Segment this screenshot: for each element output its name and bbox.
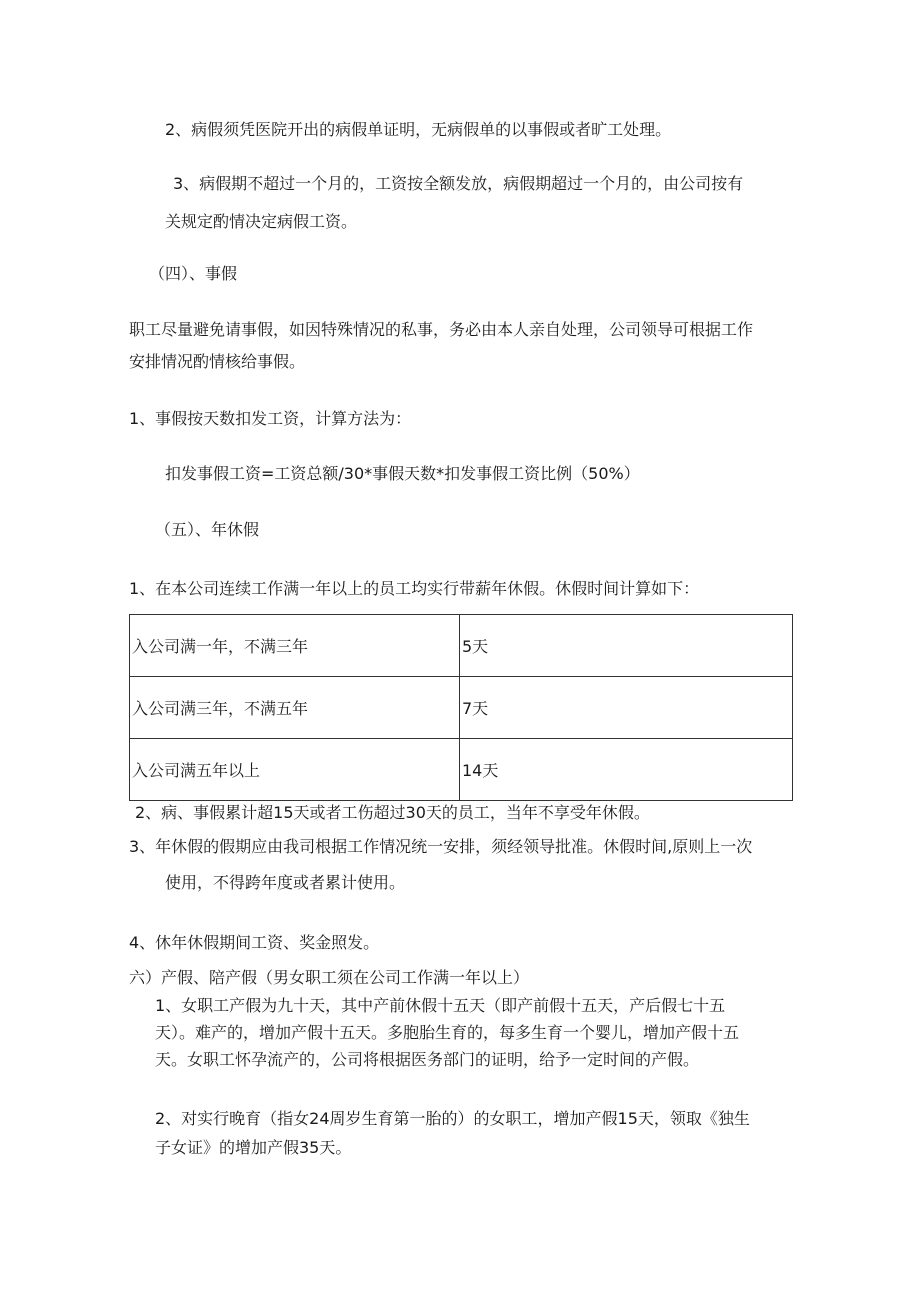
- maternity-leave-item-1-line-2: 天）。难产的，增加产假十五天。多胞胎生育的，每多生育一个婴儿，增加产假十五: [155, 1023, 740, 1042]
- table-cell-days: 7天: [460, 677, 793, 739]
- maternity-leave-item-2-line-1: 2、对实行晚育（指女24周岁生育第一胎的）的女职工，增加产假15天，领取《独生: [155, 1109, 750, 1128]
- table-cell-days: 5天: [460, 615, 793, 677]
- sick-leave-item-3-line-2: 关规定酌情决定病假工资。: [165, 212, 358, 231]
- table-cell-condition: 入公司满五年以上: [130, 739, 460, 801]
- annual-leave-heading: （五）、年休假: [155, 520, 260, 539]
- table-cell-days: 14天: [460, 739, 793, 801]
- personal-leave-heading: （四）、事假: [149, 264, 238, 283]
- table-row: [130, 615, 793, 677]
- personal-leave-item-1: 1、事假按天数扣发工资，计算方法为：: [129, 409, 412, 428]
- maternity-leave-heading: 六）产假、陪产假（男女职工须在公司工作满一年以上）: [129, 968, 530, 987]
- maternity-leave-item-1-line-3: 天。女职工怀孕流产的，公司将根据医务部门的证明，给予一定时间的产假。: [155, 1050, 700, 1069]
- maternity-leave-item-1-line-1: 1、女职工产假为九十天，其中产前休假十五天（即产前假十五天，产后假七十五: [155, 996, 726, 1015]
- table-cell-condition: 入公司满一年，不满三年: [130, 615, 460, 677]
- personal-leave-intro-line-1: 职工尽量避免请事假，如因特殊情况的私事，务必由本人亲自处理，公司领导可根据工作: [129, 320, 754, 339]
- personal-leave-intro-line-2: 安排情况酌情核给事假。: [129, 352, 306, 371]
- annual-leave-item-1: 1、在本公司连续工作满一年以上的员工均实行带薪年休假。休假时间计算如下：: [129, 579, 700, 598]
- annual-leave-item-3-line-1: 3、年休假的假期应由我司根据工作情况统一安排，须经领导批准。休假时间,原则上一次: [129, 837, 753, 856]
- annual-leave-item-3-line-2: 使用，不得跨年度或者累计使用。: [165, 873, 406, 892]
- table-row: [130, 677, 793, 739]
- sick-leave-item-2: 2、病假须凭医院开出的病假单证明，无病假单的以事假或者旷工处理。: [165, 120, 672, 139]
- annual-leave-table: [129, 614, 793, 801]
- maternity-leave-item-2-line-2: 子女证》的增加产假35天。: [155, 1138, 352, 1157]
- table-cell-condition: 入公司满三年，不满五年: [130, 677, 460, 739]
- table-row: [130, 739, 793, 801]
- personal-leave-formula: 扣发事假工资=工资总额/30*事假天数*扣发事假工资比例（50%）: [165, 464, 640, 483]
- annual-leave-item-4: 4、休年休假期间工资、奖金照发。: [129, 933, 380, 952]
- sick-leave-item-3-line-1: 3、病假期不超过一个月的，工资按全额发放，病假期超过一个月的，由公司按有: [173, 174, 744, 193]
- annual-leave-item-2: 2、病、事假累计超15天或者工伤超过30天的员工，当年不享受年休假。: [135, 803, 650, 822]
